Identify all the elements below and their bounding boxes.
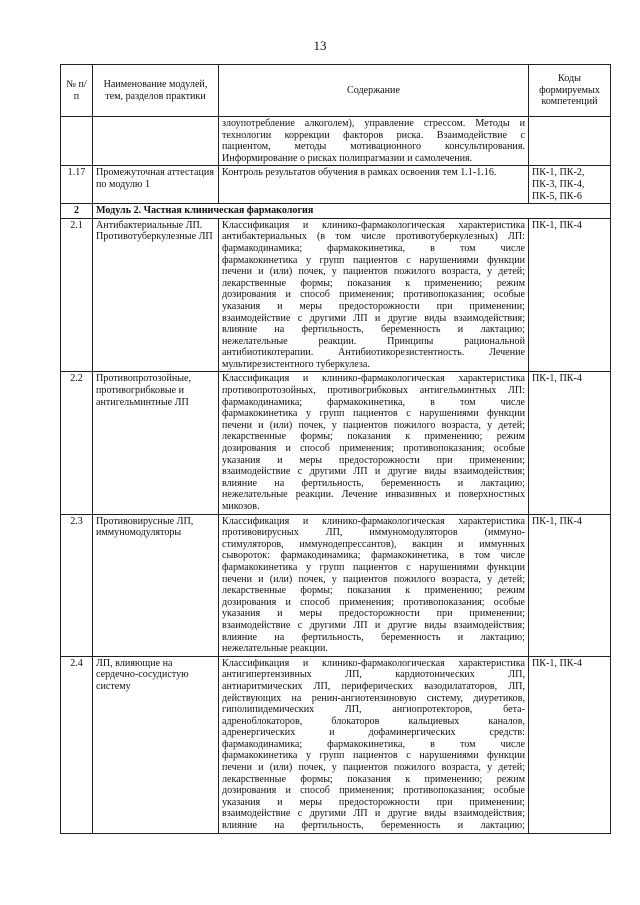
row-content bbox=[219, 218, 529, 372]
table-row-2-3 bbox=[61, 514, 611, 656]
row-codes: ПК-1, ПК-4 bbox=[529, 656, 611, 833]
content-line: дозирования и способ применения; противопоказания; особые bbox=[222, 443, 525, 455]
content-line: взаимодействие с другими ЛП и другие виды взаимодействия; bbox=[222, 619, 525, 631]
content-line: фармакодинамика; фармакокинетика, в том числе bbox=[222, 242, 525, 254]
content-line: Классификация и клинико-фармакологическая характеристика bbox=[222, 219, 525, 231]
content-line: влияние на фертильность, беременность и лактацию; bbox=[222, 477, 525, 489]
row-num: 1.17 bbox=[61, 166, 93, 204]
content-line: взаимодействие с другими ЛП и другие виды взаимодействия; bbox=[222, 808, 525, 820]
content-line: дозирования и способ применения; противопоказания; особые bbox=[222, 596, 525, 608]
row-content bbox=[219, 656, 529, 833]
table-header-row bbox=[61, 65, 611, 117]
content-line: стимуляторов, иммунодепрессантов), вакцин и иммунных bbox=[222, 538, 525, 550]
module-num: 2 bbox=[61, 204, 93, 219]
row-name: ЛП, влияющие на сердечно-сосудистую систему bbox=[93, 656, 219, 833]
content-line: мультирезистентного туберкулеза. bbox=[222, 358, 370, 370]
content-line: лекарственные формы; показания к применению; режим bbox=[222, 431, 525, 443]
content-line: нежелательные реакции. Лечение инвазивных и поверхностных bbox=[222, 489, 525, 501]
row-content: Контроль результатов обучения в рамках освоения тем 1.1-1.16. bbox=[219, 166, 529, 204]
content-line: антиаритмических ЛП, периферических вазодилататоров, ЛП, bbox=[222, 680, 525, 692]
content-line: сывороток: фармакодинамика; фармакокинетика, в том числе bbox=[222, 550, 525, 562]
content-line: указания и меры предосторожности при применении; bbox=[222, 608, 525, 620]
content-line: фармакокинетика у групп пациентов с нарушениями функции bbox=[222, 254, 525, 266]
content-line: нежелательные реакции. bbox=[222, 643, 328, 655]
content-line: адреноблокаторов, блокаторов кальциевых каналов, bbox=[222, 715, 525, 727]
content-line: фармакокинетика у групп пациентов с нарушениями функции bbox=[222, 750, 525, 762]
content-line: злоупотребление алкоголем), управление стрессом. Методы и bbox=[222, 118, 525, 129]
row-name: Противовирусные ЛП, иммуномодуляторы bbox=[93, 514, 219, 656]
row-codes: ПК-1, ПК-4 bbox=[529, 514, 611, 656]
table-row-2-1 bbox=[61, 218, 611, 372]
content-line: пациентом, методы мотивационного консультирования. bbox=[222, 141, 525, 153]
content-line: фармакодинамика; фармакокинетика, в том числе bbox=[222, 738, 525, 750]
content-line: фармакокинетика у групп пациентов с нарушениями функции bbox=[222, 408, 525, 420]
curriculum-table bbox=[60, 64, 611, 834]
row-name: Антибактериальные ЛП. Противотуберкулезные ЛП bbox=[93, 218, 219, 372]
row-codes: ПК-1, ПК-2, ПК-3, ПК-4, ПК-5, ПК-6 bbox=[529, 166, 611, 204]
content-line: антибиотикотерапии. Антибиотикорезистентность. Лечение bbox=[222, 347, 525, 359]
content-line: адренергических и дофаминергических средств: bbox=[222, 727, 525, 739]
content-line: влияние на фертильность, беременность и лактацию; bbox=[222, 631, 525, 643]
header-content: Содержание bbox=[219, 65, 529, 117]
row-content bbox=[219, 514, 529, 656]
content-line: взаимодействие с другими ЛП и другие виды взаимодействия; bbox=[222, 312, 525, 324]
content-line: влияние на фертильность, беременность и лактацию; bbox=[222, 820, 525, 832]
content-line: печени и (или) почек, у пациентов пожилого возраста, у детей; bbox=[222, 266, 525, 278]
content-line: Классификация и клинико-фармакологическая характеристика bbox=[222, 515, 525, 527]
content-line: Классификация и клинико-фармакологическая характеристика bbox=[222, 373, 525, 385]
content-line: фармакокинетика у групп пациентов с нарушениями функции bbox=[222, 561, 525, 573]
content-line: лекарственные формы; показания к применению; режим bbox=[222, 773, 525, 785]
content-line: микозов. bbox=[222, 501, 260, 512]
content-line: гиполипидемических ЛП, ангиопротекторов, бета- bbox=[222, 704, 525, 716]
content-line: фармакодинамика; фармакокинетика, в том числе bbox=[222, 396, 525, 408]
row-num: 2.4 bbox=[61, 656, 93, 833]
module-2-row bbox=[61, 204, 611, 219]
row-codes: ПК-1, ПК-4 bbox=[529, 372, 611, 514]
table-row-continuation bbox=[61, 117, 611, 166]
row-num: 2.3 bbox=[61, 514, 93, 656]
content-line: Информирование о рисках полипрагмазии и самолечения. bbox=[222, 152, 473, 164]
content-line: печени и (или) почек, у пациентов пожилого возраста, у детей; bbox=[222, 419, 525, 431]
content-line: антибактериальных (в том числе противотуберкулезных) ЛП: bbox=[222, 231, 525, 243]
content-line: взаимодействие с другими ЛП и другие виды взаимодействия; bbox=[222, 466, 525, 478]
content-line: указания и меры предосторожности при применении; bbox=[222, 300, 525, 312]
content-line: противопротозойных, противогрибковых антигельминтных ЛП: bbox=[222, 385, 525, 397]
row-content bbox=[219, 372, 529, 514]
header-codes: Коды формируемых компетенций bbox=[529, 65, 611, 117]
content-line: антигипертензивных ЛП, кардиотонических ЛП, bbox=[222, 669, 525, 681]
content-line: действующих на ренин-ангиотензиновую систему, диуретиков, bbox=[222, 692, 525, 704]
header-num: № п/п bbox=[61, 65, 93, 117]
content-line: влияние на фертильность, беременность и лактацию; bbox=[222, 324, 525, 336]
content-line: указания и меры предосторожности при применении; bbox=[222, 454, 525, 466]
content-line: печени и (или) почек, у пациентов пожилого возраста, у детей; bbox=[222, 762, 525, 774]
row-name: Промежуточная аттестация по модулю 1 bbox=[93, 166, 219, 204]
row-codes: ПК-1, ПК-4 bbox=[529, 218, 611, 372]
content-line: указания и меры предосторожности при применении; bbox=[222, 796, 525, 808]
row-content bbox=[219, 117, 529, 166]
content-line: Классификация и клинико-фармакологическая характеристика bbox=[222, 657, 525, 669]
content-line: нежелательные реакции. Принципы рациональной bbox=[222, 335, 525, 347]
table-row-2-2 bbox=[61, 372, 611, 514]
content-line: противовирусных ЛП, иммуномодуляторов (иммуно- bbox=[222, 527, 525, 539]
header-name: Наименование модулей, тем, разделов практики bbox=[93, 65, 219, 117]
module-title: Модуль 2. Частная клиническая фармакология bbox=[93, 204, 611, 219]
row-num: 2.1 bbox=[61, 218, 93, 372]
content-line: дозирования и способ применения; противопоказания; особые bbox=[222, 785, 525, 797]
content-line: лекарственные формы; показания к применению; режим bbox=[222, 585, 525, 597]
content-line: технологии коррекции факторов риска. Взаимодействие с bbox=[222, 129, 525, 141]
row-num: 2.2 bbox=[61, 372, 93, 514]
table-row-2-4 bbox=[61, 656, 611, 833]
row-name: Противопротозойные, противогрибковые и антигельминтные ЛП bbox=[93, 372, 219, 514]
content-line: печени и (или) почек, у пациентов пожилого возраста, у детей; bbox=[222, 573, 525, 585]
page-number: 13 bbox=[313, 38, 327, 53]
content-line: дозирования и способ применения; противопоказания; особые bbox=[222, 289, 525, 301]
content-line: лекарственные формы; показания к применению; режим bbox=[222, 277, 525, 289]
table-row-1-17 bbox=[61, 166, 611, 204]
